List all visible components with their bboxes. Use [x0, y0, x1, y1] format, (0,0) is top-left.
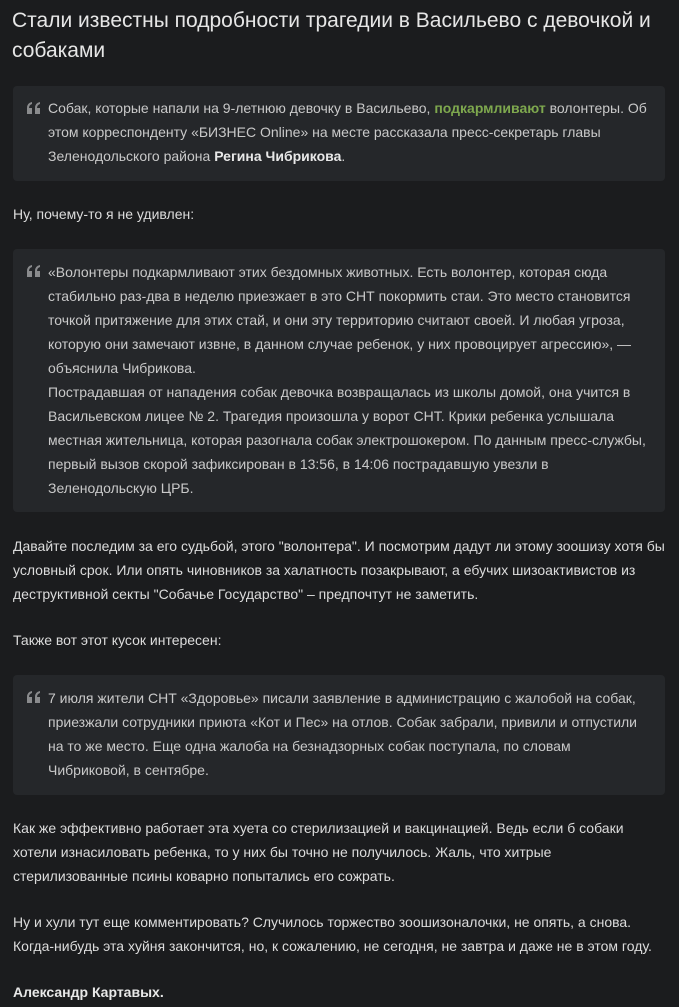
article-title: Стали известны подробности трагедии в Васильево с девочкой и собаками [12, 9, 651, 62]
quote-text: 7 июля жители СНТ «Здоровье» писали заявление в администрацию с жалобой на собак, приезжали сотрудники приюта «Кот и Пес» на отлов. Собак забрали, привили и отпустили на то же место. Еще одна жалоба на безнадзорных собак поступала, по словам Чибриковой, в сентябре. [48, 690, 637, 778]
comment-paragraph-5: Ну и хули тут еще комментировать? Случилось торжество зоошизоналочки, не опять, а снова. Когда-нибудь эта хуйня закончится, но, к сожалению, не сегодня, не завтра и даже не в этом году. [13, 914, 652, 954]
comment-paragraph-4: Как же эффективно работает эта хуета со стерилизацией и вакцинацией. Ведь если б собаки хотели изнасиловать ребенка, то у них бы точно не получилось. Жаль, что хитрые стерилизованные псины коварно попытались его сожрать. [13, 820, 624, 884]
blockquote-statement [13, 249, 665, 512]
quote-marks-icon [26, 264, 42, 278]
comment-paragraph-2: Давайте последим за его судьбой, этого "волонтера". И посмотрим дадут ли этому зоошизу хотя бы условный срок. Или опять чиновников за халатность позакрывают, а ебучих шизоактивистов из деструктивной секты "Собачье Государство" – предпочтут не заметить. [13, 538, 665, 602]
comment-paragraph-1: Ну, почему-то я не удивлен: [13, 206, 195, 222]
quote-marks-icon [26, 690, 42, 704]
person-name: Регина Чибрикова [214, 148, 342, 164]
quote-text: Собак, которые напали на 9-летнюю девочку в Васильево, подкармливают волонтеры. Об этом корреспонденту «БИЗНЕС Online» на месте рассказала пресс-секретарь главы Зеленодольского района Регина Чибрикова. [48, 100, 647, 164]
author-signature: Александр Картавых. [13, 984, 164, 1000]
blockquote-complaint [13, 675, 665, 795]
quote-text-p2: Пострадавшая от нападения собак девочка возвращалась из школы домой, она учится в Васильевском лицее № 2. Трагедия произошла у ворот СНТ. Крики ребенка услышала местная жительница, которая разогнала собак электрошокером. По данным пресс-службы, первый вызов скорой зафиксирован в 13:56, в 14:06 пострадавшую увезли в Зеленодольскую ЦРБ. [48, 384, 646, 496]
quote-text-p1: «Волонтеры подкармливают этих бездомных животных. Есть волонтер, которая сюда стабильно раз-два в неделю приезжает в это СНТ покормить стаи. Это место становится точкой притяжение для этих стай, и они эту территорию считают своей. И любая угроза, которую они замечают извне, в данном случае ребенок, у них провоцирует агрессию», — объяснила Чибрикова. [48, 264, 632, 376]
comment-paragraph-3: Также вот этот кусок интересен: [13, 632, 222, 648]
blockquote-intro [13, 86, 665, 181]
feed-link[interactable]: подкармливают [434, 100, 546, 116]
quote-marks-icon [26, 101, 42, 115]
